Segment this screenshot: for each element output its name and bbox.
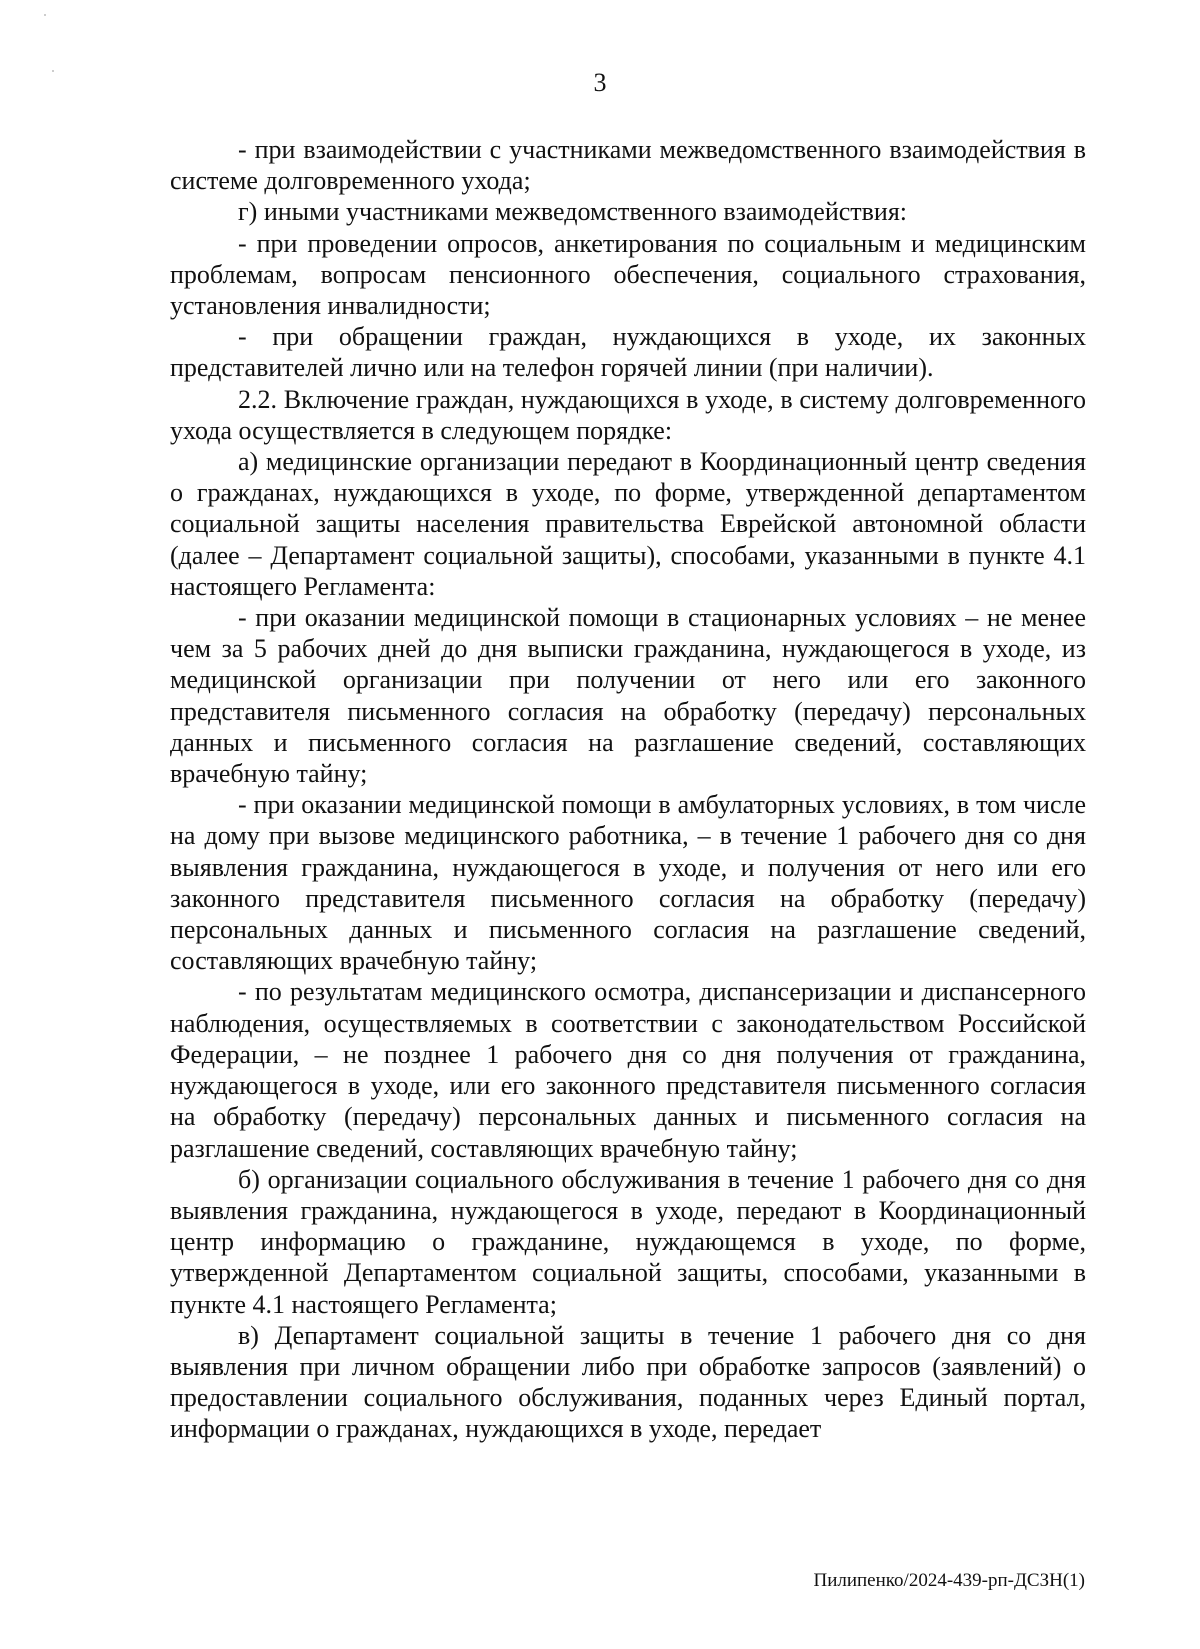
paragraph: - при проведении опросов, анкетирования по социальным и медицинским проблемам, вопросам пенсионного обеспечения, социального страхования, установления инвалидности;	[170, 228, 1086, 321]
paragraph: г) иными участниками межведомственного взаимодействия:	[238, 197, 908, 227]
paragraph: а) медицинские организации передают в Координационный центр сведения о гражданах, нуждающихся в уходе, по форме, утвержденной департаментом социальной защиты населения правительства Еврейской автономной области (далее – Департамент социальной защиты), способами, указанными в пункте 4.1 настоящего Регламента:	[170, 447, 1086, 601]
paragraph: - по результатам медицинского осмотра, диспансеризации и диспансерного наблюдения, осуществляемых в соответствии с законодательством Российской Федерации, – не позднее 1 рабочего дня со дня получения от гражданина, нуждающегося в уходе, или его законного представителя письменного согласия на обработку (передачу) персональных данных и письменного согласия на разглашение сведений, составляющих врачебную тайну;	[170, 977, 1086, 1163]
document-body	[170, 134, 1086, 1445]
paragraph: - при оказании медицинской помощи в стационарных условиях – не менее чем за 5 рабочих дней до дня выписки гражданина, нуждающегося в уходе, из медицинской организации при получении от него или его законного представителя письменного согласия на обработку (передачу) персональных данных и письменного согласия на разглашение сведений, составляющих врачебную тайну;	[170, 603, 1086, 789]
paragraph: б) организации социального обслуживания в течение 1 рабочего дня со дня выявления гражданина, нуждающегося в уходе, передают в Координационный центр информацию о гражданине, нуждающемся в уходе, по форме, утвержденной Департаментом социальной защиты, способами, указанными в пункте 4.1 настоящего Регламента;	[170, 1164, 1086, 1319]
paragraph: - при взаимодействии с участниками межведомственного взаимодействия в системе долговременного ухода;	[170, 135, 1086, 196]
paragraph: в) Департамент социальной защиты в течение 1 рабочего дня со дня выявления при личном обращении либо при обработке запросов (заявлений) о предоставлении социального обслуживания, поданных через Единый портал, информации о гражданах, нуждающихся в уходе, передает	[170, 1320, 1086, 1444]
paragraph: 2.2. Включение граждан, нуждающихся в уходе, в систему долговременного ухода осуществляется в следующем порядке:	[170, 384, 1086, 445]
page-number: 3	[593, 68, 607, 97]
paragraph: - при обращении граждан, нуждающихся в уходе, их законных представителей лично или на телефон горячей линии (при наличии).	[170, 322, 1086, 383]
document-footer-code: Пилипенко/2024-439-рп-ДСЗН(1)	[813, 1570, 1085, 1591]
paragraph: - при оказании медицинской помощи в амбулаторных условиях, в том числе на дому при вызове медицинского работника, – в течение 1 рабочего дня со дня выявления гражданина, нуждающегося в уходе, и получения от него или его законного представителя письменного согласия на обработку (передачу) персональных данных и письменного согласия на разглашение сведений, составляющих врачебную тайну;	[170, 790, 1086, 976]
scan-speck	[44, 14, 46, 16]
